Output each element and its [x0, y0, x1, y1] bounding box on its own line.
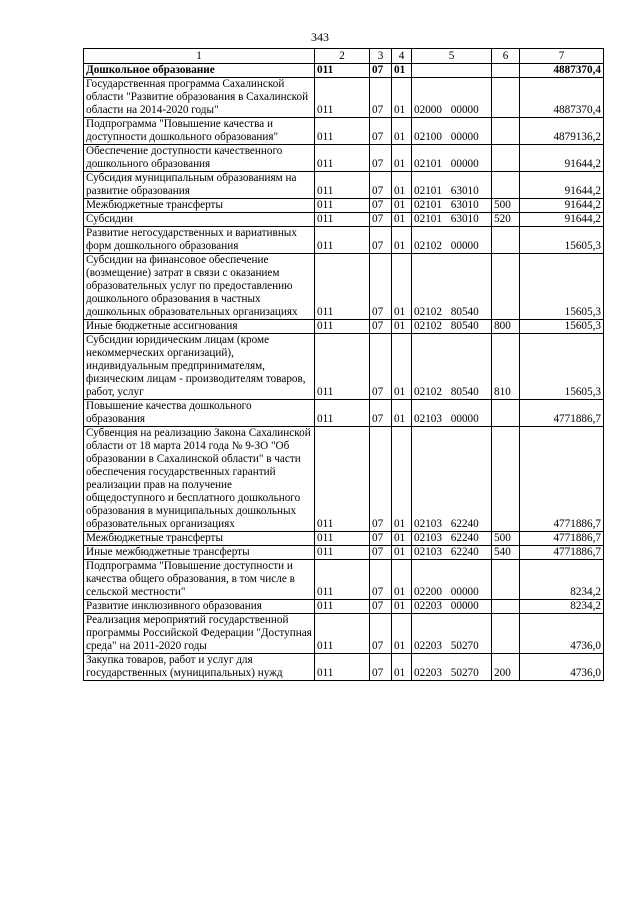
column-header: 2 — [315, 49, 370, 64]
cell-target-article: 02203 00000 — [412, 600, 492, 614]
cell-expense-type — [492, 400, 520, 427]
cell-grbs: 011 — [315, 64, 370, 78]
cell-name: Межбюджетные трансферты — [84, 532, 315, 546]
cell-grbs: 011 — [315, 614, 370, 654]
cell-grbs: 011 — [315, 654, 370, 681]
cell-target-article: 02103 00000 — [412, 400, 492, 427]
cell-amount: 4771886,7 — [520, 400, 604, 427]
cell-expense-type: 540 — [492, 546, 520, 560]
cell-name: Обеспечение доступности качественного дошкольного образования — [84, 145, 315, 172]
cell-target-article: 02101 00000 — [412, 145, 492, 172]
cell-target-article: 02100 00000 — [412, 118, 492, 145]
cell-expense-type: 800 — [492, 320, 520, 334]
cell-expense-type — [492, 427, 520, 532]
cell-section: 07 — [370, 172, 392, 199]
cell-grbs: 011 — [315, 400, 370, 427]
cell-amount: 4887370,4 — [520, 78, 604, 118]
cell-grbs: 011 — [315, 118, 370, 145]
cell-amount: 4736,0 — [520, 654, 604, 681]
cell-name: Подпрограмма "Повышение качества и доступности дошкольного образования" — [84, 118, 315, 145]
cell-subsection: 01 — [392, 118, 412, 145]
cell-subsection: 01 — [392, 400, 412, 427]
cell-subsection: 01 — [392, 546, 412, 560]
table-row — [84, 546, 604, 560]
cell-expense-type: 520 — [492, 213, 520, 227]
cell-target-article: 02102 00000 — [412, 227, 492, 254]
cell-name: Государственная программа Сахалинской области "Развитие образования в Сахалинской области на 2014-2020 годы" — [84, 78, 315, 118]
budget-table — [83, 48, 604, 681]
cell-target-article: 02203 50270 — [412, 654, 492, 681]
column-header: 4 — [392, 49, 412, 64]
cell-name: Субсидия муниципальным образованиям на развитие образования — [84, 172, 315, 199]
cell-section: 07 — [370, 118, 392, 145]
table-row — [84, 600, 604, 614]
cell-expense-type — [492, 227, 520, 254]
cell-name: Реализация мероприятий государственной программы Российской Федерации "Доступная среда" на 2011-2020 годы — [84, 614, 315, 654]
cell-grbs: 011 — [315, 532, 370, 546]
cell-section: 07 — [370, 78, 392, 118]
cell-amount: 91644,2 — [520, 172, 604, 199]
cell-section: 07 — [370, 600, 392, 614]
cell-expense-type — [492, 64, 520, 78]
cell-amount: 4879136,2 — [520, 118, 604, 145]
cell-name: Иные бюджетные ассигнования — [84, 320, 315, 334]
cell-name: Иные межбюджетные трансферты — [84, 546, 315, 560]
cell-grbs: 011 — [315, 254, 370, 320]
cell-grbs: 011 — [315, 213, 370, 227]
cell-expense-type: 500 — [492, 199, 520, 213]
cell-target-article: 02103 62240 — [412, 427, 492, 532]
cell-target-article: 02101 63010 — [412, 213, 492, 227]
table-row — [84, 614, 604, 654]
cell-section: 07 — [370, 532, 392, 546]
cell-expense-type — [492, 172, 520, 199]
table-row — [84, 227, 604, 254]
cell-grbs: 011 — [315, 600, 370, 614]
cell-section: 07 — [370, 614, 392, 654]
cell-name: Межбюджетные трансферты — [84, 199, 315, 213]
table-row — [84, 334, 604, 400]
cell-amount: 4771886,7 — [520, 546, 604, 560]
cell-grbs: 011 — [315, 334, 370, 400]
table-row — [84, 172, 604, 199]
cell-section: 07 — [370, 64, 392, 78]
cell-amount: 15605,3 — [520, 334, 604, 400]
cell-name: Подпрограмма "Повышение доступности и качества общего образования, в том числе в сельской местности" — [84, 560, 315, 600]
cell-expense-type: 200 — [492, 654, 520, 681]
column-header: 5 — [412, 49, 492, 64]
cell-subsection: 01 — [392, 78, 412, 118]
cell-section: 07 — [370, 334, 392, 400]
cell-amount: 91644,2 — [520, 199, 604, 213]
cell-expense-type — [492, 145, 520, 172]
cell-target-article: 02101 63010 — [412, 172, 492, 199]
cell-expense-type — [492, 118, 520, 145]
cell-amount: 8234,2 — [520, 560, 604, 600]
cell-subsection: 01 — [392, 532, 412, 546]
cell-target-article: 02103 62240 — [412, 532, 492, 546]
cell-section: 07 — [370, 213, 392, 227]
cell-grbs: 011 — [315, 560, 370, 600]
cell-amount: 91644,2 — [520, 213, 604, 227]
cell-amount: 4887370,4 — [520, 64, 604, 78]
table-row — [84, 78, 604, 118]
cell-target-article — [412, 64, 492, 78]
cell-subsection: 01 — [392, 227, 412, 254]
table-row — [84, 560, 604, 600]
table-row — [84, 254, 604, 320]
cell-amount: 8234,2 — [520, 600, 604, 614]
cell-amount: 15605,3 — [520, 320, 604, 334]
cell-subsection: 01 — [392, 560, 412, 600]
column-header: 1 — [84, 49, 315, 64]
cell-grbs: 011 — [315, 546, 370, 560]
table-row — [84, 64, 604, 78]
column-header: 7 — [520, 49, 604, 64]
cell-grbs: 011 — [315, 427, 370, 532]
cell-grbs: 011 — [315, 227, 370, 254]
column-header-row — [84, 49, 604, 64]
page-number: 343 — [311, 30, 329, 44]
column-header: 3 — [370, 49, 392, 64]
cell-section: 07 — [370, 400, 392, 427]
cell-target-article: 02203 50270 — [412, 614, 492, 654]
cell-section: 07 — [370, 654, 392, 681]
cell-name: Повышение качества дошкольного образования — [84, 400, 315, 427]
cell-grbs: 011 — [315, 172, 370, 199]
cell-grbs: 011 — [315, 199, 370, 213]
table-row — [84, 118, 604, 145]
cell-subsection: 01 — [392, 213, 412, 227]
cell-name: Субвенция на реализацию Закона Сахалинской области от 18 марта 2014 года № 9-ЗО "Об образовании в Сахалинской области" в части обеспечения государственных гарантий реализации прав на получение общедоступного и бесплатного дошкольного образования в муниципальных дошкольных образовательных организациях — [84, 427, 315, 532]
cell-subsection: 01 — [392, 199, 412, 213]
cell-grbs: 011 — [315, 145, 370, 172]
cell-subsection: 01 — [392, 64, 412, 78]
table-row — [84, 427, 604, 532]
cell-name: Субсидии — [84, 213, 315, 227]
cell-subsection: 01 — [392, 614, 412, 654]
table-row — [84, 532, 604, 546]
cell-section: 07 — [370, 320, 392, 334]
cell-name: Развитие инклюзивного образования — [84, 600, 315, 614]
cell-name: Развитие негосударственных и вариативных форм дошкольного образования — [84, 227, 315, 254]
cell-expense-type — [492, 600, 520, 614]
cell-subsection: 01 — [392, 427, 412, 532]
cell-expense-type — [492, 614, 520, 654]
table-row — [84, 199, 604, 213]
cell-expense-type — [492, 78, 520, 118]
cell-amount: 15605,3 — [520, 227, 604, 254]
cell-subsection: 01 — [392, 145, 412, 172]
cell-expense-type — [492, 254, 520, 320]
cell-expense-type — [492, 560, 520, 600]
cell-subsection: 01 — [392, 600, 412, 614]
table-row — [84, 145, 604, 172]
cell-section: 07 — [370, 199, 392, 213]
cell-expense-type: 500 — [492, 532, 520, 546]
cell-section: 07 — [370, 254, 392, 320]
cell-section: 07 — [370, 560, 392, 600]
cell-section: 07 — [370, 427, 392, 532]
cell-subsection: 01 — [392, 334, 412, 400]
cell-grbs: 011 — [315, 78, 370, 118]
table-row — [84, 213, 604, 227]
cell-expense-type: 810 — [492, 334, 520, 400]
cell-name: Дошкольное образование — [84, 64, 315, 78]
cell-target-article: 02102 80540 — [412, 254, 492, 320]
cell-target-article: 02102 80540 — [412, 320, 492, 334]
cell-amount: 91644,2 — [520, 145, 604, 172]
table-row — [84, 654, 604, 681]
cell-subsection: 01 — [392, 654, 412, 681]
cell-section: 07 — [370, 145, 392, 172]
cell-amount: 4771886,7 — [520, 532, 604, 546]
cell-target-article: 02000 00000 — [412, 78, 492, 118]
cell-name: Закупка товаров, работ и услуг для государственных (муниципальных) нужд — [84, 654, 315, 681]
cell-name: Субсидии юридическим лицам (кроме некоммерческих организаций), индивидуальным предпринимателям, физическим лицам - производителям товаров, работ, услуг — [84, 334, 315, 400]
cell-section: 07 — [370, 227, 392, 254]
cell-subsection: 01 — [392, 172, 412, 199]
cell-amount: 4736,0 — [520, 614, 604, 654]
cell-section: 07 — [370, 546, 392, 560]
cell-subsection: 01 — [392, 254, 412, 320]
table-row — [84, 320, 604, 334]
cell-target-article: 02102 80540 — [412, 334, 492, 400]
table-row — [84, 400, 604, 427]
column-header: 6 — [492, 49, 520, 64]
cell-target-article: 02101 63010 — [412, 199, 492, 213]
cell-target-article: 02200 00000 — [412, 560, 492, 600]
cell-target-article: 02103 62240 — [412, 546, 492, 560]
cell-name: Субсидии на финансовое обеспечение (возмещение) затрат в связи с оказанием образовательных услуг по предоставлению дошкольного образования в частных дошкольных образовательных организациях — [84, 254, 315, 320]
cell-grbs: 011 — [315, 320, 370, 334]
cell-amount: 4771886,7 — [520, 427, 604, 532]
cell-subsection: 01 — [392, 320, 412, 334]
cell-amount: 15605,3 — [520, 254, 604, 320]
